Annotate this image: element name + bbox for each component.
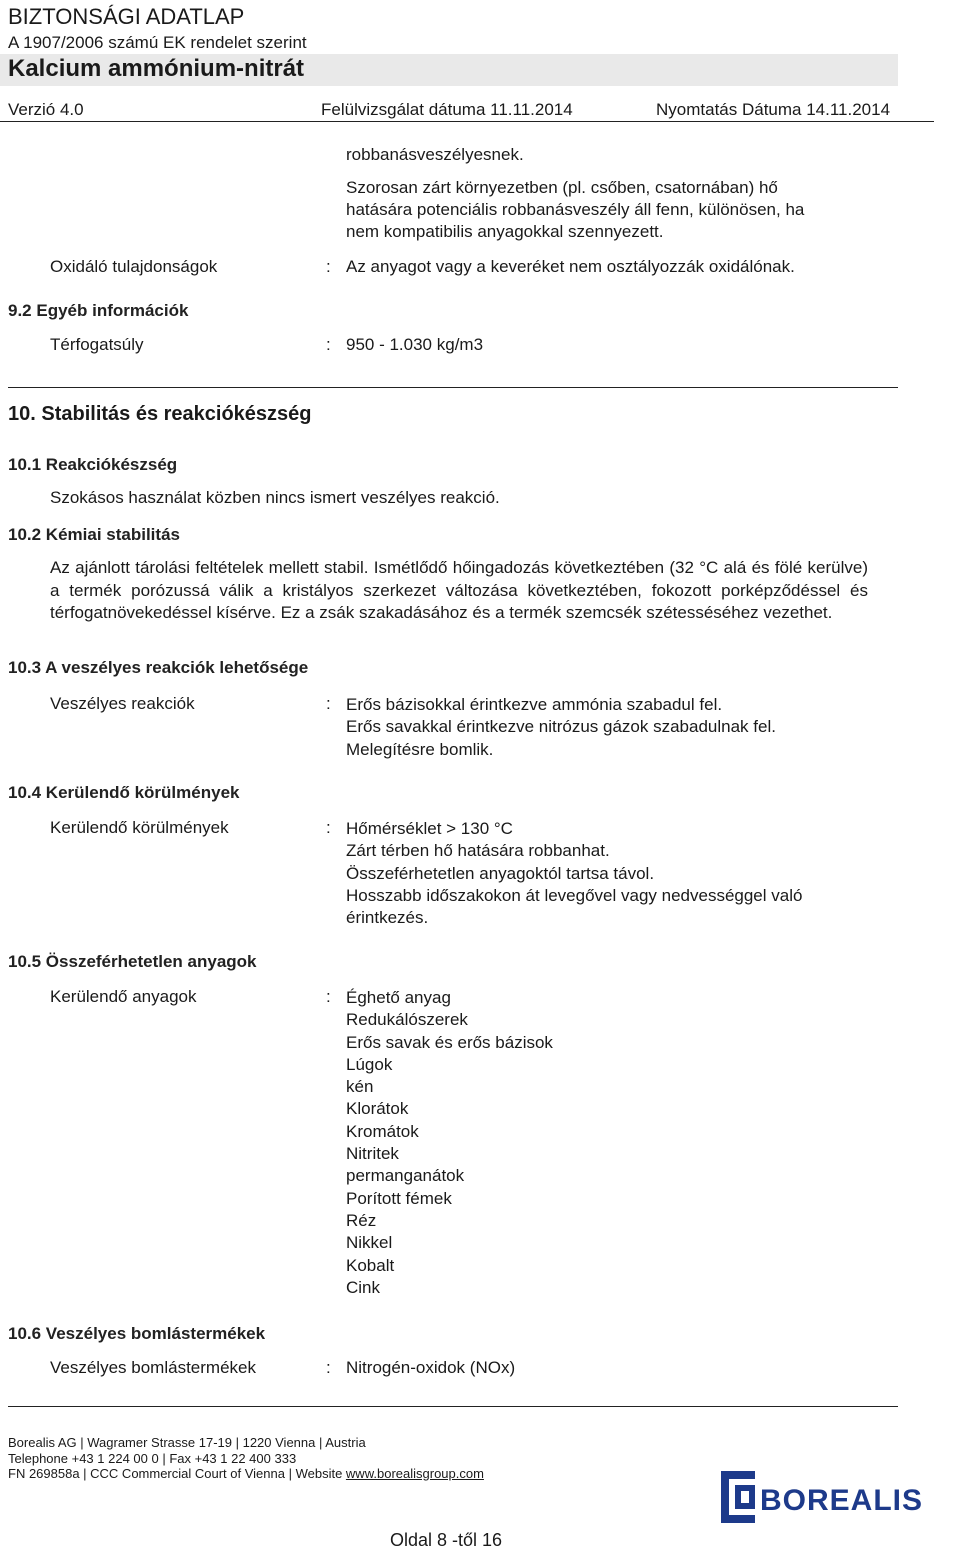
subsection-10-1-heading: 10.1 Reakciókészség [8,455,178,474]
subsection-10-5-heading: 10.5 Összeférhetetlen anyagok [8,952,257,971]
borealis-mark-icon [719,1471,757,1523]
document-title: BIZTONSÁGI ADATLAP [8,4,245,29]
colon: : [326,1358,331,1377]
section-divider [8,387,898,388]
subsection-10-2-heading: 10.2 Kémiai stabilitás [8,525,180,544]
oxidizing-label: Oxidáló tulajdonságok [50,257,218,276]
colon: : [326,257,331,276]
stability-text: Az ajánlott tárolási feltételek mellett stabil. Ismétlődő hőingadozás következtében (32 °C alá és fölé kerülve) a termék porózussá válik a kristályos szerkezet változása következtében, fokozott porképződéssel és térfogatnövekedéssel kísérve. Ez a zsák szakadásához és a termék szemcsék szétesséséhez vezethet. [50,558,868,622]
list-item: Lúgok [346,1054,393,1074]
colon: : [326,818,331,837]
footer-line-phone: Telephone +43 1 224 00 0 | Fax +43 1 22 400 333 [8,1450,297,1466]
reactivity-text: Szokásos használat közben nincs ismert veszélyes reakció. [50,488,500,507]
revision-date: Felülvizsgálat dátuma 11.11.2014 [321,100,573,119]
list-item: Erős savak és erős bázisok [346,1032,553,1052]
list-item: Klorátok [346,1099,409,1119]
list-item: Éghető anyag [346,988,451,1007]
list-item: kén [346,1077,374,1097]
bulk-density-value: 950 - 1.030 kg/m3 [346,335,484,354]
version-label: Verzió 4.0 [8,100,84,119]
section10-heading: 10. Stabilitás és reakciókészség [8,403,312,425]
list-item: Kromátok [346,1121,419,1141]
logo-wordmark: BOREALIS [760,1484,924,1517]
hazardous-reactions-list [346,694,776,761]
list-item: Nitritek [346,1144,399,1164]
incompatible-label: Kerülendő anyagok [50,987,197,1006]
decomposition-value: Nitrogén-oxidok (NOx) [346,1358,516,1377]
list-item: Kobalt [346,1255,395,1275]
bulk-density-label: Térfogatsúly [50,335,144,354]
decomposition-label: Veszélyes bomlástermékek [50,1358,256,1377]
regulation-line: A 1907/2006 számú EK rendelet szerint [8,33,307,52]
list-item: érintkezés. [346,908,429,928]
list-item: Cink [346,1277,381,1297]
print-date: Nyomtatás Dátuma 14.11.2014 [656,100,891,119]
list-item: Redukálószerek [346,1010,468,1030]
other-info-heading: 9.2 Egyéb információk [8,301,189,320]
list-item: Réz [346,1210,377,1230]
list-item: Nikkel [346,1233,393,1253]
header-divider [0,121,934,122]
list-item: Zárt térben hő hatására robbanhat. [346,841,610,861]
list-item: Porított fémek [346,1188,452,1208]
hazardous-reactions-label: Veszélyes reakciók [50,694,195,713]
borealis-logo [719,1471,955,1523]
colon: : [326,987,331,1006]
list-item: Melegítésre bomlik. [346,739,494,759]
list-item: permanganátok [346,1166,465,1186]
incompatible-list [346,987,553,1299]
colon: : [326,694,331,713]
list-item: Hosszabb időszakokon át levegővel vagy nedvességgel való [346,885,803,905]
list-item: Hőmérséklet > 130 °C [346,819,513,838]
list-item: Erős savakkal érintkezve nitrózus gázok szabadulnak fel. [346,717,776,737]
product-name: Kalcium ammónium-nitrát [8,55,305,82]
oxidizing-value: Az anyagot vagy a keveréket nem osztályozzák oxidálónak. [346,257,795,276]
conditions-label: Kerülendő körülmények [50,818,229,837]
footer-line-registry: FN 269858a | CCC Commercial Court of Vienna | Website www.borealisgroup.com [8,1466,484,1481]
footer-divider [8,1406,898,1407]
conditions-list [346,818,802,929]
page-number: Oldal 8 -től 16 [390,1530,503,1550]
footer-address [8,1435,484,1482]
colon: : [326,335,331,354]
subsection-10-6-heading: 10.6 Veszélyes bomlástermékek [8,1324,266,1343]
explosive-continuation: robbanásveszélyesnek. Szorosan zárt környezetben (pl. csőben, csatornában) hő hatására potenciális robbanásveszély áll fenn, különösen, ha nem kompatibilis anyagokkal szennyezett. [346,145,805,241]
subsection-10-4-heading: 10.4 Kerülendő körülmények [8,783,240,802]
footer-line-address: Borealis AG | Wagramer Strasse 17-19 | 1220 Vienna | Austria [8,1435,366,1450]
list-item: Erős bázisokkal érintkezve ammónia szabadul fel. [346,695,723,714]
website-link[interactable]: www.borealisgroup.com [345,1466,484,1481]
subsection-10-3-heading: 10.3 A veszélyes reakciók lehetősége [8,658,309,677]
list-item: Összeférhetetlen anyagoktól tartsa távol. [346,863,655,883]
